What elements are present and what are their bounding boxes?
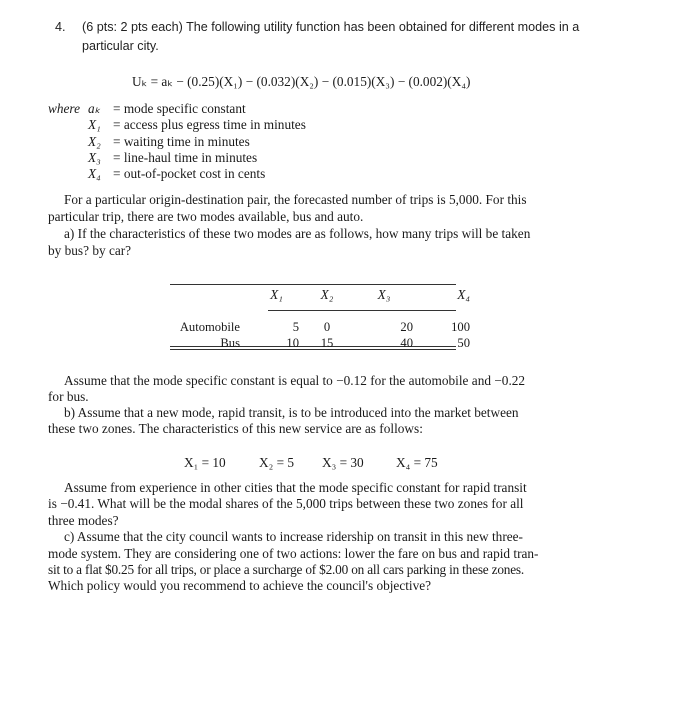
table-cell: 10 <box>286 335 299 350</box>
paragraph-line: is −0.41. What will be the modal shares of the 5,000 trips between these two zones for all <box>48 496 524 511</box>
paragraph-line: these two zones. The characteristics of this new service are as follows: <box>48 421 423 436</box>
paragraph-line: Which policy would you recommend to achieve the council's objective? <box>48 578 432 593</box>
paragraph-line: mode system. They are considering one of two actions: lower the fare on bus and rapid tran- <box>48 546 539 561</box>
paragraph-line: Assume from experience in other cities that the mode specific constant for rapid transit <box>64 480 527 495</box>
mode-characteristics-table <box>170 287 470 351</box>
definition-symbol: X₂ <box>88 134 101 149</box>
definition <box>88 166 265 182</box>
table-cell: 40 <box>400 335 413 350</box>
where-label: where <box>48 101 81 116</box>
paragraph-line: for bus. <box>48 389 89 404</box>
table-header: X₂ <box>320 287 334 302</box>
table-header: X₁ <box>270 287 283 302</box>
table-header <box>170 287 240 303</box>
table-cell: 5 <box>292 319 299 334</box>
question-number: 4. <box>55 20 66 34</box>
paragraph-line: b) Assume that a new mode, rapid transit, is to be introduced into the market between <box>64 405 519 420</box>
definition <box>88 134 250 150</box>
paragraph-line: sit to a flat $0.25 for all trips, or place a surcharge of $2.00 on all cars parking in these zones. <box>48 562 525 577</box>
definition-text: = line-haul time in minutes <box>113 150 258 165</box>
utility-equation: Uₖ = aₖ − (0.25)(X₁) − (0.032)(X₂) − (0.015)(X₃) − (0.002)(X₄) <box>132 74 471 89</box>
paragraph-line: Assume that the mode specific constant is equal to −0.12 for the automobile and −0.22 <box>64 373 526 388</box>
table-cell: 0 <box>323 319 331 334</box>
paragraph-line: c) Assume that the city council wants to increase ridership on transit in this new three- <box>64 529 523 544</box>
question-heading: (6 pts: 2 pts each) The following utility function has been obtained for different modes in a <box>82 20 580 34</box>
definition-symbol: X₄ <box>88 166 101 181</box>
rapid-transit-x4: X₄ = 75 <box>396 455 438 470</box>
rapid-transit-x1: X₁ = 10 <box>184 455 226 470</box>
table-cell: 50 <box>457 335 470 350</box>
definition-text: = access plus egress time in minutes <box>113 117 306 132</box>
question-heading-cont: particular city. <box>82 39 159 53</box>
table-cell: 20 <box>400 319 413 334</box>
paragraph-line: by bus? by car? <box>48 243 132 258</box>
table-cell: 15 <box>320 335 334 350</box>
definition <box>88 150 257 166</box>
table-row <box>170 319 470 335</box>
definition-text: = out-of-pocket cost in cents <box>113 166 266 181</box>
table-header: X₄ <box>457 287 470 302</box>
definition-text: = mode specific constant <box>113 101 246 116</box>
paragraph-line: particular trip, there are two modes available, bus and auto. <box>48 209 364 224</box>
rapid-transit-x2: X₂ = 5 <box>259 455 295 470</box>
definition-symbol: X₁ <box>88 117 101 132</box>
table-row <box>170 335 470 351</box>
table-header: X₃ <box>377 287 391 302</box>
definition-symbol: X₃ <box>88 150 101 165</box>
definition-symbol: aₖ <box>88 101 101 116</box>
definition <box>88 117 306 133</box>
table-cell: Bus <box>220 335 240 350</box>
table-cell: Automobile <box>179 319 240 334</box>
paragraph-line: For a particular origin-destination pair, the forecasted number of trips is 5,000. For this <box>64 192 527 207</box>
definition <box>88 101 246 117</box>
table-top-rule <box>170 284 456 285</box>
table-header-row <box>170 287 470 303</box>
definition-text: = waiting time in minutes <box>113 134 250 149</box>
table-cell: 100 <box>451 319 470 334</box>
rapid-transit-x3: X₃ = 30 <box>322 455 364 470</box>
paragraph-line: three modes? <box>48 513 119 528</box>
paragraph-line: a) If the characteristics of these two modes are as follows, how many trips will be taken <box>64 226 531 241</box>
